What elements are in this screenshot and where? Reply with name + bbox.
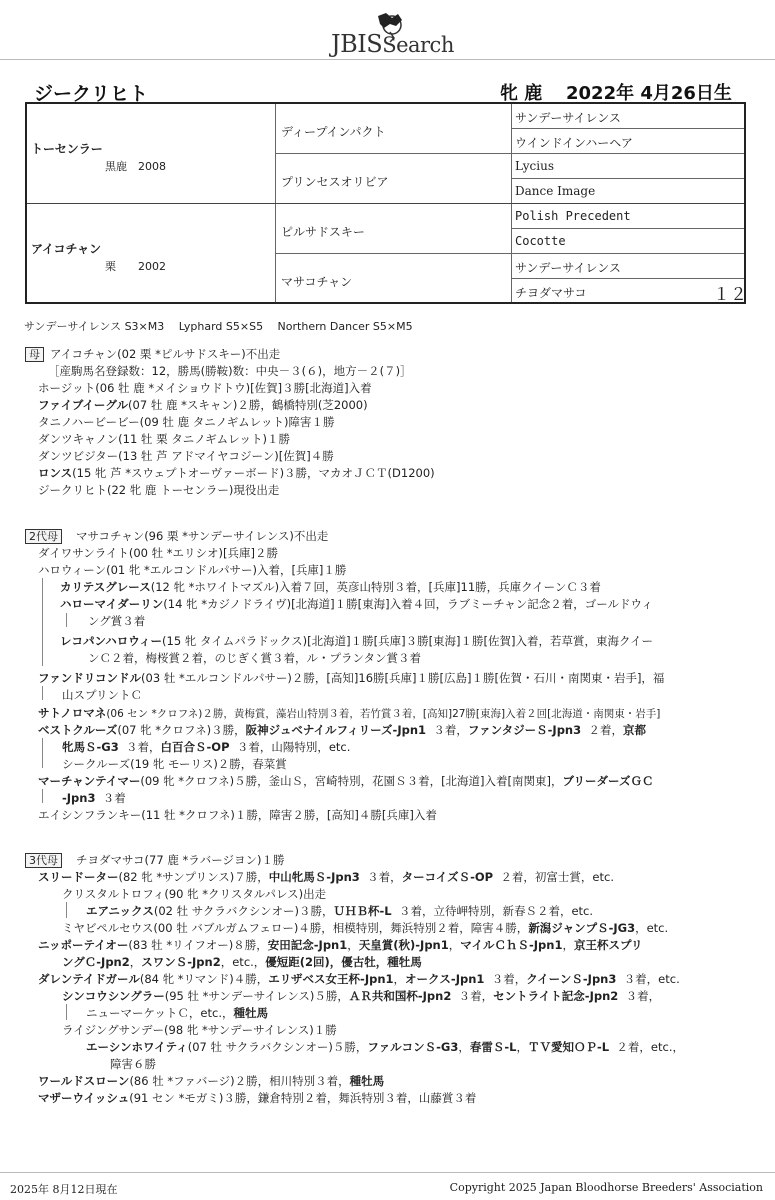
inbreeding-summary: サンデーサイレンス S3×M3 Lyphard S5×S5 Northern Dancer S5×M5 — [24, 320, 413, 333]
progeny-line: ダイワサンライト(00 牡 *エリシオ)[兵庫]２勝 — [38, 546, 278, 560]
progeny-line: ロンス(15 牝 芦 *スウェプトオーヴァーボード)３勝，マカオＪＣＴ(D1200) — [38, 466, 435, 480]
progeny-line-cont: ングＣ-Jpn2，スワンＳ-Jpn2，etc.，優短距(2回)，優古牡，種牡馬 — [62, 955, 422, 969]
progeny-line: サトノロマネ(06 セン *クロフネ)２勝，黄梅賞，藻岩山特別３着，若竹賞３着，[高知]27勝[東海]入着２回[北海道・南関東・岩手] — [38, 706, 661, 720]
horse-dob: 2022年 4月26日生 — [566, 83, 732, 104]
pedigree-table — [25, 102, 746, 304]
footer-divider — [0, 1172, 775, 1173]
progeny-line: ベストクルーズ(07 牝 *クロフネ)３勝，阪神ジュベナイルフィリーズ-Jpn1 ３着，ファンタジーＳ-Jpn3 ２着，京都 — [38, 723, 646, 737]
horse-name: ジークリヒト — [34, 83, 149, 105]
section-tag-3rd-dam: 3代母 — [25, 853, 62, 868]
ped-row-divider — [27, 203, 744, 204]
jbis-logo[interactable] — [0, 6, 775, 58]
dam-line: アイコチャン(02 栗 *ピルサドスキー)不出走 — [50, 347, 281, 361]
ped-g3-ancestor[interactable]: サンデーサイレンス — [515, 111, 621, 125]
branch-line — [66, 902, 67, 918]
ped-g3-ancestor[interactable]: Dance Image — [515, 184, 596, 198]
progeny-line-cont: 障害６勝 — [110, 1057, 156, 1071]
branch-line — [66, 613, 67, 627]
branch-line — [42, 578, 43, 666]
ped-dam-name[interactable]: アイコチャン — [31, 242, 102, 256]
branch-line — [42, 738, 43, 768]
ped-sire-detail: 黒鹿 2008 — [105, 160, 166, 173]
progeny-line: マザーウイッシュ(91 セン *モガミ)３勝，鎌倉特別２着，舞浜特別３着，山藤賞３着 — [38, 1091, 477, 1105]
ped-sire-sire[interactable]: ディープインパクト — [281, 125, 386, 139]
progeny-line: ダンツキャノン(11 牡 栗 タニノギムレット)１勝 — [38, 432, 291, 446]
ped-g3-ancestor[interactable]: ウインドインハーヘア — [515, 136, 633, 150]
ped-row-divider — [275, 253, 744, 254]
progeny-line: ミヤビペルセウス(00 牡 バブルガムフェロー)４勝，相模特別，舞浜特別２着，障害４勝，新潟ジャンプＳ-JG3，etc. — [62, 921, 669, 935]
ped-row-divider — [275, 153, 744, 154]
g2-dam-line: マサコチャン(96 栗 *サンデーサイレンス)不出走 — [76, 529, 329, 543]
ped-g3-ancestor[interactable]: Lycius — [515, 159, 554, 173]
progeny-line: エアニックス(02 牡 サクラバクシンオー)３勝，ＵＨＢ杯-L ３着，立待岬特別，新春Ｓ２着，etc. — [86, 904, 594, 918]
ped-sire-name[interactable]: トーセンラー — [31, 142, 103, 156]
ped-sire-dam[interactable]: プリンセスオリビア — [281, 175, 389, 189]
branch-line — [66, 1004, 67, 1020]
section-tag-dam: 母 — [25, 347, 44, 362]
progeny-line: ワールドスローン(86 牡 *ファバージ)２勝，相川特別３着，種牡馬 — [38, 1074, 385, 1088]
ped-row-divider — [511, 128, 744, 129]
progeny-line: スリードーター(82 牝 *サンプリンス)７勝，中山牝馬Ｓ-Jpn3 ３着，ターコイズＳ-OP ２着，初富士賞，etc. — [38, 870, 614, 884]
progeny-line: ジークリヒト(22 牝 鹿 トーセンラー)現役出走 — [38, 483, 280, 497]
ped-row-divider — [511, 228, 744, 229]
progeny-line: ファンドリコンドル(03 牡 *エルコンドルパサー)２勝，[高知]16勝[兵庫]１勝[広島]１勝[佐賀・石川・南関東・岩手]，福 — [38, 671, 665, 685]
progeny-line: マーチャンテイマー(09 牝 *クロフネ)５勝，釜山Ｓ，宮崎特別，花園Ｓ３着，[北海道]入着[南関東]，ブリーダーズＧＣ — [38, 774, 654, 788]
ped-dam-sire[interactable]: ピルサドスキー — [281, 225, 365, 239]
progeny-line-cont: -Jpn3 ３着 — [62, 791, 126, 805]
branch-line — [42, 789, 43, 803]
progeny-line: ライジングサンデー(98 牝 *サンデーサイレンス)１勝 — [62, 1023, 337, 1037]
progeny-line: レコパンハロウィー(15 牝 タイムパラドックス)[北海道]１勝[兵庫]３勝[東海]１勝[佐賀]入着，若草賞，東海クイー — [60, 634, 653, 648]
ped-row-divider — [511, 178, 744, 179]
footer-copyright: Copyright 2025 Japan Bloodhorse Breeders' Association — [449, 1181, 763, 1194]
progeny-line-cont: ング賞３着 — [88, 614, 146, 628]
progeny-line: クリスタルトロフィ(90 牝 *クリスタルパレス)出走 — [62, 887, 327, 901]
horse-sex-color: 牝 鹿 — [500, 83, 543, 104]
progeny-line: エーシンホワイティ(07 牡 サクラバクシンオー)５勝，ファルコンＳ-G3，春雷Ｓ-L，ＴＶ愛知ＯＰ-L ２着，etc.， — [86, 1040, 684, 1054]
ped-row-divider — [511, 278, 744, 279]
progeny-line: ハロウィーン(01 牝 *エルコンドルパサー)入着，[兵庫]１勝 — [38, 563, 347, 577]
progeny-line: ホージット(06 牡 鹿 *メイショウドトウ)[佐賀]３勝[北海道]入着 — [38, 381, 372, 395]
progeny-line-cont: 山スプリントＣ — [62, 688, 143, 702]
progeny-line: シンコウシングラー(95 牡 *サンデーサイレンス)５勝，ＡＲ共和国杯-Jpn2 ３着，セントライト記念-Jpn2 ３着， — [62, 989, 661, 1003]
ped-dam-dam[interactable]: マサコチャン — [281, 275, 353, 289]
logo-wordmark: JBISSearch — [331, 30, 454, 58]
branch-line — [42, 686, 43, 700]
ped-g3-ancestor[interactable]: Polish Precedent — [515, 209, 631, 223]
progeny-line: エイシンフランキー(11 牡 *クロフネ)１勝，障害２勝，[高知]４勝[兵庫]入着 — [38, 808, 437, 822]
progeny-line: シークルーズ(19 牝 モーリス)２勝，春菜賞 — [62, 757, 287, 771]
progeny-line: ハローマイダーリン(14 牝 *カジノドライヴ)[北海道]１勝[東海]入着４回，ラブミーチャン記念２着，ゴールドウィ — [60, 597, 653, 611]
ped-g3-ancestor[interactable]: サンデーサイレンス — [515, 261, 621, 275]
ped-g3-ancestor[interactable]: Cocotte — [515, 234, 566, 248]
progeny-line: カリテスグレース(12 牝 *ホワイトマズル)入着７回，英彦山特別３着，[兵庫]11勝，兵庫クイーンＣ３着 — [60, 580, 601, 594]
header-divider — [0, 59, 775, 60]
progeny-line: ファイブイーグル(07 牡 鹿 *スキャン)２勝，鶴橋特別(芝2000) — [38, 398, 368, 412]
ped-g3-ancestor[interactable]: チヨダマサコ — [515, 286, 587, 300]
section-tag-2nd-dam: 2代母 — [25, 529, 62, 544]
progeny-line-cont: 牝馬Ｓ-G3 ３着，白百合Ｓ-OP ３着，山陽特別，etc. — [62, 740, 351, 754]
ped-dam-detail: 栗 2002 — [105, 260, 166, 273]
progeny-line: ダンツビジター(13 牡 芦 アドマイヤコジーン)[佐賀]４勝 — [38, 449, 334, 463]
progeny-line: ダレンテイドガール(84 牝 *リマンド)４勝，エリザベス女王杯-Jpn1，オークス-Jpn1 ３着，クイーンＳ-Jpn3 ３着，etc. — [38, 972, 680, 986]
dam-stats: ［産駒馬名登録数：12，勝馬(勝鞍)数：中央－３(６)，地方－２(７)］ — [48, 364, 412, 378]
progeny-line: ニッポーテイオー(83 牡 *リイフオー)８勝，安田記念-Jpn1，天皇賞(秋)-Jpn1，マイルＣｈＳ-Jpn1，京王杯スプリ — [38, 938, 643, 952]
g3-dam-line: チヨダマサコ(77 鹿 *ラバージヨン)１勝 — [76, 853, 285, 867]
progeny-line: タニノハービービー(09 牡 鹿 タニノギムレット)障害１勝 — [38, 415, 335, 429]
family-number: １２ — [713, 285, 747, 305]
progeny-line-cont: ンＣ２着，梅桜賞２着，のじぎく賞３着，ル・プランタン賞３着 — [88, 651, 422, 665]
progeny-line-cont: ニューマーケットＣ，etc.，種牡馬 — [86, 1006, 268, 1020]
footer-date: 2025年 8月12日現在 — [10, 1183, 118, 1196]
